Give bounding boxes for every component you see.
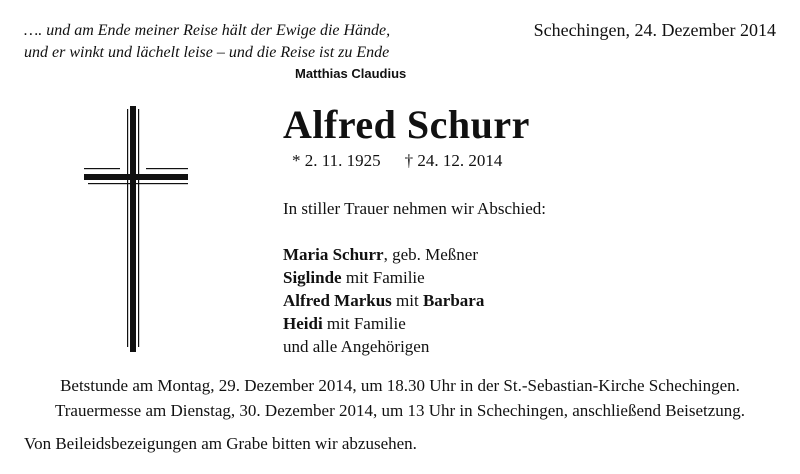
quote-line-2: und er winkt und lächelt leise – und die Reise ist zu Ende xyxy=(24,44,390,61)
mourner-detail: mit Familie xyxy=(322,314,406,333)
mourner-detail: und alle Angehörigen xyxy=(283,337,430,356)
quote-author: Matthias Claudius xyxy=(295,66,407,81)
mourner-name-2: Barbara xyxy=(422,291,485,310)
mourner-line xyxy=(283,289,484,312)
funeral-mass-notice: Trauermesse am Dienstag, 30. Dezember 2014, um 13 Uhr in Schechingen, anschließend Beisetzung. xyxy=(54,401,746,420)
place-date: Schechingen, 24. Dezember 2014 xyxy=(533,20,776,40)
mourner-line xyxy=(283,266,484,289)
life-dates xyxy=(292,151,502,171)
birth-date: * 2. 11. 1925 xyxy=(292,151,381,170)
mourner-line xyxy=(283,312,484,335)
farewell-intro: In stiller Trauer nehmen wir Abschied: xyxy=(283,199,546,218)
mourner-line xyxy=(283,335,484,358)
mourner-name: Alfred Markus xyxy=(283,291,392,310)
latin-cross-icon xyxy=(84,106,194,352)
mourner-name: Maria Schurr xyxy=(283,245,384,264)
mourners-list xyxy=(283,243,484,358)
mourner-name: Heidi xyxy=(283,314,323,333)
mourner-detail: , geb. Meßner xyxy=(383,245,478,264)
epigraph-quote xyxy=(24,20,390,64)
deceased-name: Alfred Schurr xyxy=(283,102,530,147)
mourner-detail: mit Familie xyxy=(341,268,425,287)
quote-line-1: …. und am Ende meiner Reise hält der Ewige die Hände, xyxy=(24,22,391,39)
mourner-name: Siglinde xyxy=(283,268,342,287)
condolence-notice: Von Beileidsbezeigungen am Grabe bitten wir abzusehen. xyxy=(24,434,417,453)
prayer-service-notice: Betstunde am Montag, 29. Dezember 2014, um 18.30 Uhr in der St.-Sebastian-Kirche Schechingen. xyxy=(60,376,740,395)
death-date: † 24. 12. 2014 xyxy=(404,151,503,170)
mourner-detail: mit xyxy=(391,291,423,310)
mourner-line xyxy=(283,243,484,266)
